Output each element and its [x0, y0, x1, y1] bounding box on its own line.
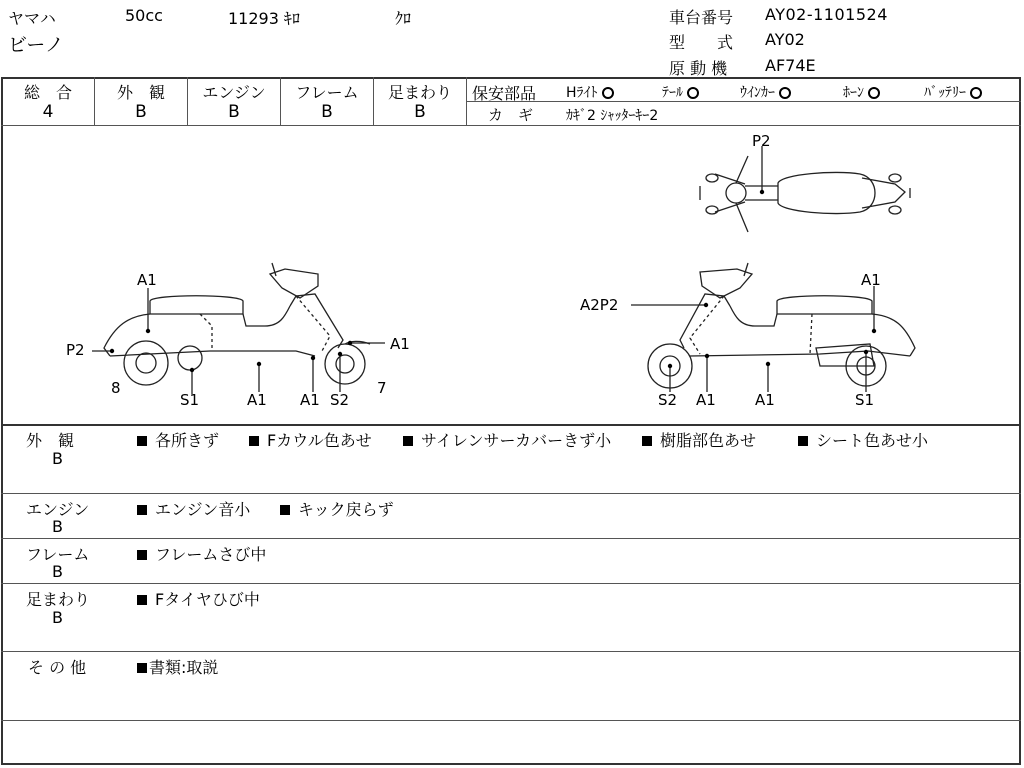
- ok-mark-icon: [687, 87, 699, 99]
- diagram-label: A1: [755, 391, 775, 409]
- grade-value-overall: 4: [42, 102, 54, 122]
- divider: [466, 77, 467, 125]
- grade-label-frame: フレーム: [295, 83, 359, 102]
- diagram-label: S2: [330, 391, 350, 409]
- grade-value-exterior: B: [135, 102, 147, 122]
- diagram-label: S2: [658, 391, 678, 409]
- grade-label-suspension: 足まわり: [387, 83, 452, 102]
- remark-item: キック戻らず: [280, 497, 394, 520]
- safety-item-winker: ｳｲﾝｶｰ: [740, 82, 791, 102]
- safety-item-battery: ﾊﾞｯﾃﾘｰ: [924, 82, 982, 102]
- section-grade-suspension: B: [52, 608, 63, 627]
- safety-item-horn: ﾎｰﾝ: [843, 82, 880, 102]
- remark-item: エンジン音小: [137, 497, 250, 520]
- diagram-label: A2P2: [580, 296, 619, 314]
- grade-label-exterior: 外 観: [116, 83, 165, 102]
- type-label: 型 式: [669, 33, 734, 52]
- divider: [1, 651, 1021, 652]
- divider: [1, 493, 1021, 494]
- diagram-label: A1: [247, 391, 267, 409]
- safety-item-tail: ﾃｰﾙ: [662, 82, 699, 102]
- diagram-label: 8: [111, 379, 121, 397]
- diagram-label: S1: [855, 391, 875, 409]
- mileage: 11293 ｷﾛ: [228, 9, 300, 28]
- diagram-label: A1: [390, 335, 410, 353]
- ok-mark-icon: [602, 87, 614, 99]
- engine-value: AF74E: [765, 56, 816, 75]
- grade-value-suspension: B: [414, 102, 426, 122]
- engine-label: 原 動 機: [669, 59, 728, 78]
- model-name: ビーノ: [8, 34, 64, 56]
- ok-mark-icon: [868, 87, 880, 99]
- grade-value-engine: B: [228, 102, 240, 122]
- remark-item: 書類:取説: [137, 655, 218, 678]
- divider: [1, 424, 1021, 426]
- chassis-value: AY02-1101524: [765, 5, 888, 24]
- remark-item: サイレンサーカバーきず小: [403, 428, 611, 451]
- color: ｸﾛ: [395, 9, 412, 28]
- remark-item: Fカウル色あせ: [249, 428, 372, 451]
- section-grade-exterior: B: [52, 449, 63, 468]
- diagram-label: A1: [300, 391, 320, 409]
- maker: ヤマハ: [8, 9, 56, 28]
- section-label-engine: エンジン: [26, 500, 90, 519]
- section-label-other: そ の 他: [28, 658, 87, 677]
- remark-item: 各所きず: [137, 428, 219, 451]
- grade-label-engine: エンジン: [202, 83, 266, 102]
- diagram-label: A1: [861, 271, 881, 289]
- scooter-top-view: [700, 156, 910, 232]
- divider: [1, 720, 1021, 721]
- section-label-suspension: 足まわり: [26, 590, 91, 609]
- diagram-label: A1: [137, 271, 157, 289]
- section-label-exterior: 外 観: [26, 431, 75, 450]
- chassis-label: 車台番号: [669, 8, 734, 27]
- type-value: AY02: [765, 30, 805, 49]
- safety-parts-label: 保安部品: [472, 84, 537, 103]
- key-value: ｶｷﾞ2 ｼｬｯﾀｰｷｰ2: [566, 108, 659, 124]
- grade-label-overall: 総 合: [23, 83, 72, 102]
- ok-mark-icon: [970, 87, 982, 99]
- diagram-label: A1: [696, 391, 716, 409]
- displacement: 50cc: [125, 6, 163, 25]
- grade-value-frame: B: [321, 102, 333, 122]
- diagram-label: P2: [66, 341, 85, 359]
- section-grade-frame: B: [52, 562, 63, 581]
- remark-item: Fタイヤひび中: [137, 587, 260, 610]
- remark-item: 樹脂部色あせ: [642, 428, 756, 451]
- key-label: カ ギ: [488, 106, 534, 124]
- divider: [1, 583, 1021, 584]
- diagram-label: 7: [377, 379, 387, 397]
- ok-mark-icon: [779, 87, 791, 99]
- remark-item: シート色あせ小: [798, 428, 928, 451]
- divider: [1, 538, 1021, 539]
- section-label-frame: フレーム: [26, 545, 90, 564]
- safety-item-headlight: Hﾗｲﾄ: [566, 82, 614, 102]
- diagram-label-top-p2: P2: [752, 132, 771, 150]
- diagram-label: S1: [180, 391, 200, 409]
- remark-item: フレームさび中: [137, 542, 266, 565]
- section-grade-engine: B: [52, 517, 63, 536]
